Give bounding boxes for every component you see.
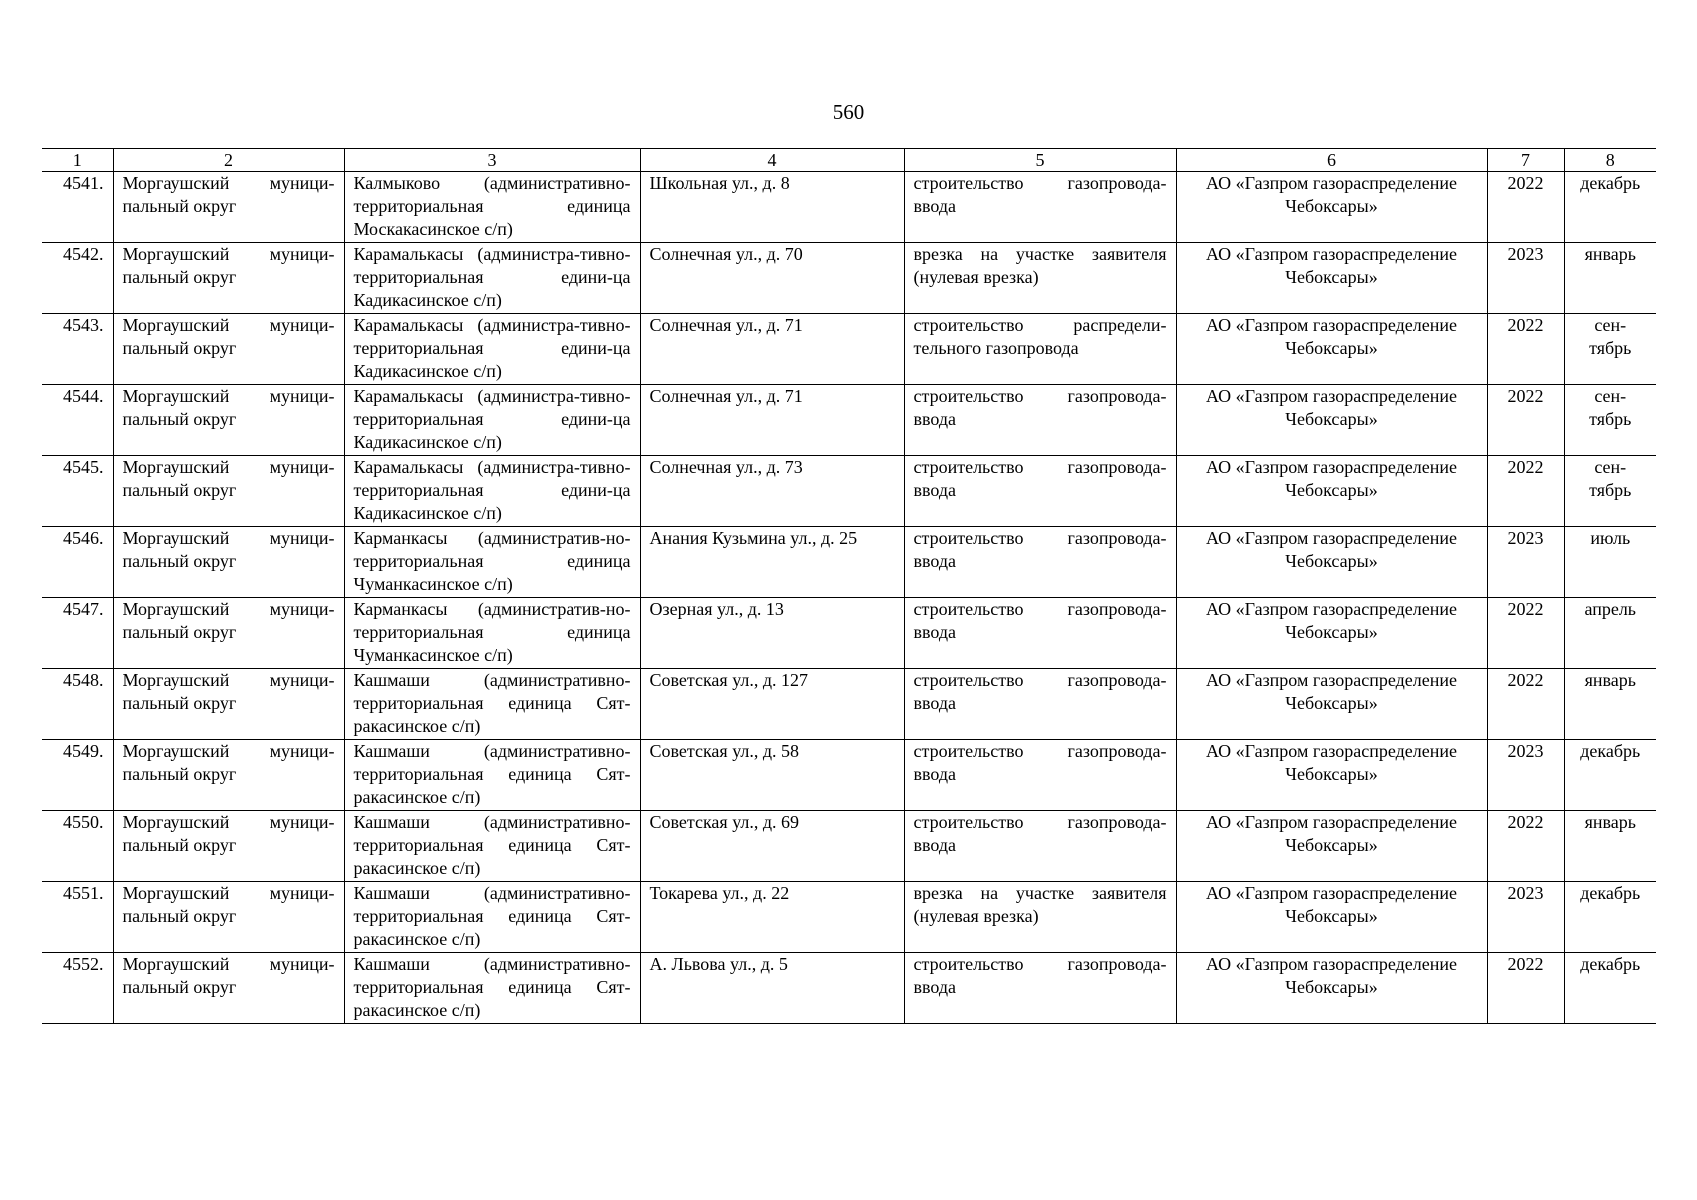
row-number: 4550. bbox=[42, 811, 113, 882]
month-cell: январь bbox=[1564, 811, 1656, 882]
settlement-cell: Кашмаши (административно-территориальная единица Сят-ракасинское с/п) bbox=[344, 740, 640, 811]
address-cell: Советская ул., д. 127 bbox=[640, 669, 904, 740]
organization-cell: АО «Газпром газораспределение Чебоксары» bbox=[1176, 172, 1487, 243]
month-cell: июль bbox=[1564, 527, 1656, 598]
district-cell: Моргаушский муници-пальный округ bbox=[113, 243, 344, 314]
column-header: 8 bbox=[1564, 149, 1656, 172]
address-cell: Солнечная ул., д. 71 bbox=[640, 385, 904, 456]
column-header: 2 bbox=[113, 149, 344, 172]
table-row bbox=[42, 385, 1656, 456]
work-type-cell: строительство газопровода-ввода bbox=[904, 669, 1176, 740]
district-cell: Моргаушский муници-пальный округ bbox=[113, 385, 344, 456]
work-type-cell: строительство распредели-тельного газопровода bbox=[904, 314, 1176, 385]
settlement-cell: Карамалькасы (администра-тивно-территориальная едини-ца Кадикасинское с/п) bbox=[344, 314, 640, 385]
settlement-cell: Калмыково (административно-территориальная единица Москакасинское с/п) bbox=[344, 172, 640, 243]
organization-cell: АО «Газпром газораспределение Чебоксары» bbox=[1176, 740, 1487, 811]
settlement-cell: Карманкасы (административ-но-территориальная единица Чуманкасинское с/п) bbox=[344, 598, 640, 669]
table-row bbox=[42, 669, 1656, 740]
month-cell: декабрь bbox=[1564, 740, 1656, 811]
table-row bbox=[42, 527, 1656, 598]
year-cell: 2022 bbox=[1487, 811, 1564, 882]
table-row bbox=[42, 243, 1656, 314]
district-cell: Моргаушский муници-пальный округ bbox=[113, 314, 344, 385]
table-row bbox=[42, 811, 1656, 882]
work-type-cell: врезка на участке заявителя (нулевая врезка) bbox=[904, 243, 1176, 314]
work-type-cell: строительство газопровода-ввода bbox=[904, 811, 1176, 882]
month-cell: сен-тябрь bbox=[1564, 456, 1656, 527]
organization-cell: АО «Газпром газораспределение Чебоксары» bbox=[1176, 811, 1487, 882]
settlement-cell: Кашмаши (административно-территориальная единица Сят-ракасинское с/п) bbox=[344, 811, 640, 882]
address-cell: Солнечная ул., д. 70 bbox=[640, 243, 904, 314]
district-cell: Моргаушский муници-пальный округ bbox=[113, 882, 344, 953]
year-cell: 2022 bbox=[1487, 598, 1564, 669]
year-cell: 2023 bbox=[1487, 882, 1564, 953]
column-header: 4 bbox=[640, 149, 904, 172]
page-number: 560 bbox=[832, 100, 865, 124]
organization-cell: АО «Газпром газораспределение Чебоксары» bbox=[1176, 598, 1487, 669]
table-row bbox=[42, 314, 1656, 385]
address-cell: Солнечная ул., д. 73 bbox=[640, 456, 904, 527]
column-header: 3 bbox=[344, 149, 640, 172]
table-row bbox=[42, 598, 1656, 669]
row-number: 4551. bbox=[42, 882, 113, 953]
organization-cell: АО «Газпром газораспределение Чебоксары» bbox=[1176, 385, 1487, 456]
work-type-cell: строительство газопровода-ввода bbox=[904, 385, 1176, 456]
work-type-cell: строительство газопровода-ввода bbox=[904, 172, 1176, 243]
work-type-cell: строительство газопровода-ввода bbox=[904, 527, 1176, 598]
address-cell: Озерная ул., д. 13 bbox=[640, 598, 904, 669]
address-cell: Солнечная ул., д. 71 bbox=[640, 314, 904, 385]
table-row bbox=[42, 456, 1656, 527]
organization-cell: АО «Газпром газораспределение Чебоксары» bbox=[1176, 882, 1487, 953]
address-cell: Советская ул., д. 69 bbox=[640, 811, 904, 882]
row-number: 4544. bbox=[42, 385, 113, 456]
address-cell: Школьная ул., д. 8 bbox=[640, 172, 904, 243]
work-type-cell: врезка на участке заявителя (нулевая врезка) bbox=[904, 882, 1176, 953]
row-number: 4549. bbox=[42, 740, 113, 811]
district-cell: Моргаушский муници-пальный округ bbox=[113, 740, 344, 811]
organization-cell: АО «Газпром газораспределение Чебоксары» bbox=[1176, 527, 1487, 598]
organization-cell: АО «Газпром газораспределение Чебоксары» bbox=[1176, 314, 1487, 385]
row-number: 4546. bbox=[42, 527, 113, 598]
year-cell: 2022 bbox=[1487, 385, 1564, 456]
organization-cell: АО «Газпром газораспределение Чебоксары» bbox=[1176, 953, 1487, 1024]
row-number: 4552. bbox=[42, 953, 113, 1024]
settlement-cell: Карамалькасы (администра-тивно-территориальная едини-ца Кадикасинское с/п) bbox=[344, 385, 640, 456]
work-type-cell: строительство газопровода-ввода bbox=[904, 953, 1176, 1024]
table-row bbox=[42, 953, 1656, 1024]
year-cell: 2023 bbox=[1487, 740, 1564, 811]
settlement-cell: Карманкасы (административ-но-территориальная единица Чуманкасинское с/п) bbox=[344, 527, 640, 598]
settlement-cell: Кашмаши (административно-территориальная единица Сят-ракасинское с/п) bbox=[344, 669, 640, 740]
work-type-cell: строительство газопровода-ввода bbox=[904, 456, 1176, 527]
settlement-cell: Кашмаши (административно-территориальная единица Сят-ракасинское с/п) bbox=[344, 953, 640, 1024]
district-cell: Моргаушский муници-пальный округ bbox=[113, 669, 344, 740]
address-cell: Советская ул., д. 58 bbox=[640, 740, 904, 811]
year-cell: 2022 bbox=[1487, 314, 1564, 385]
address-cell: Анания Кузьмина ул., д. 25 bbox=[640, 527, 904, 598]
column-header: 5 bbox=[904, 149, 1176, 172]
work-type-cell: строительство газопровода-ввода bbox=[904, 598, 1176, 669]
column-header: 1 bbox=[42, 149, 113, 172]
month-cell: декабрь bbox=[1564, 882, 1656, 953]
year-cell: 2022 bbox=[1487, 172, 1564, 243]
column-header: 6 bbox=[1176, 149, 1487, 172]
month-cell: апрель bbox=[1564, 598, 1656, 669]
month-cell: сен-тябрь bbox=[1564, 385, 1656, 456]
district-cell: Моргаушский муници-пальный округ bbox=[113, 953, 344, 1024]
column-number-row bbox=[42, 149, 1656, 172]
organization-cell: АО «Газпром газораспределение Чебоксары» bbox=[1176, 243, 1487, 314]
table-row bbox=[42, 740, 1656, 811]
column-header: 7 bbox=[1487, 149, 1564, 172]
month-cell: январь bbox=[1564, 243, 1656, 314]
register-table bbox=[42, 148, 1656, 1024]
year-cell: 2023 bbox=[1487, 527, 1564, 598]
settlement-cell: Карамалькасы (администра-тивно-территориальная едини-ца Кадикасинское с/п) bbox=[344, 243, 640, 314]
organization-cell: АО «Газпром газораспределение Чебоксары» bbox=[1176, 456, 1487, 527]
district-cell: Моргаушский муници-пальный округ bbox=[113, 811, 344, 882]
row-number: 4548. bbox=[42, 669, 113, 740]
month-cell: декабрь bbox=[1564, 953, 1656, 1024]
district-cell: Моргаушский муници-пальный округ bbox=[113, 598, 344, 669]
row-number: 4547. bbox=[42, 598, 113, 669]
year-cell: 2022 bbox=[1487, 953, 1564, 1024]
table-row bbox=[42, 882, 1656, 953]
month-cell: январь bbox=[1564, 669, 1656, 740]
organization-cell: АО «Газпром газораспределение Чебоксары» bbox=[1176, 669, 1487, 740]
district-cell: Моргаушский муници-пальный округ bbox=[113, 456, 344, 527]
row-number: 4545. bbox=[42, 456, 113, 527]
year-cell: 2023 bbox=[1487, 243, 1564, 314]
work-type-cell: строительство газопровода-ввода bbox=[904, 740, 1176, 811]
address-cell: Токарева ул., д. 22 bbox=[640, 882, 904, 953]
district-cell: Моргаушский муници-пальный округ bbox=[113, 172, 344, 243]
row-number: 4541. bbox=[42, 172, 113, 243]
address-cell: А. Львова ул., д. 5 bbox=[640, 953, 904, 1024]
row-number: 4543. bbox=[42, 314, 113, 385]
district-cell: Моргаушский муници-пальный округ bbox=[113, 527, 344, 598]
month-cell: сен-тябрь bbox=[1564, 314, 1656, 385]
month-cell: декабрь bbox=[1564, 172, 1656, 243]
table-row bbox=[42, 172, 1656, 243]
settlement-cell: Кашмаши (административно-территориальная единица Сят-ракасинское с/п) bbox=[344, 882, 640, 953]
year-cell: 2022 bbox=[1487, 669, 1564, 740]
row-number: 4542. bbox=[42, 243, 113, 314]
settlement-cell: Карамалькасы (администра-тивно-территориальная едини-ца Кадикасинское с/п) bbox=[344, 456, 640, 527]
year-cell: 2022 bbox=[1487, 456, 1564, 527]
